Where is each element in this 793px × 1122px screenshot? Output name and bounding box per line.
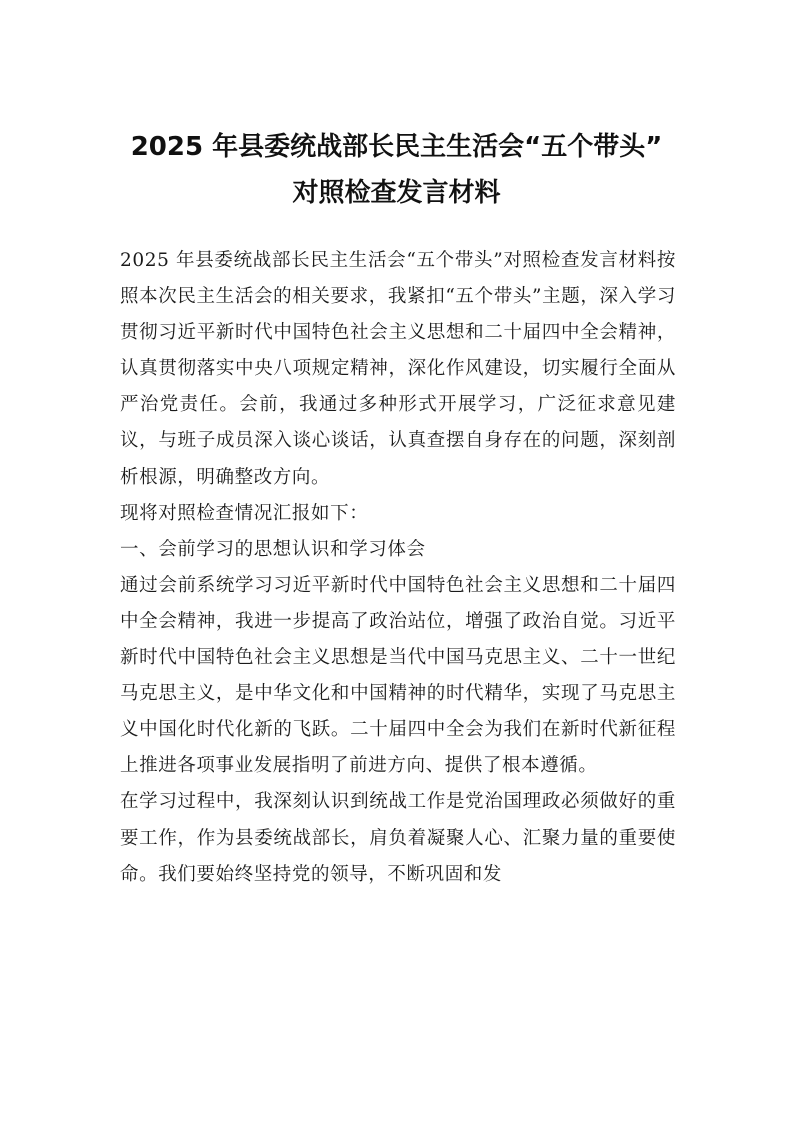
paragraph-intro: 2025 年县委统战部长民主生活会“五个带头”对照检查发言材料按照本次民主生活会的相关要求，我紧扣“五个带头”主题，深入学习贯彻习近平新时代中国特色社会主义思想和二十届四中全会精神，认真贯彻落实中央八项规定精神，深化作风建设，切实履行全面从严治党责任。会前，我通过多种形式开展学习，广泛征求意见建议，与班子成员深入谈心谈话，认真查摆自身存在的问题，深刻剖析根源，明确整改方向。 bbox=[120, 250, 676, 488]
paragraph-study-process: 在学习过程中，我深刻认识到统战工作是党治国理政必须做好的重要工作，作为县委统战部长，肩负着凝聚人心、汇聚力量的重要使命。我们要始终坚持党的领导，不断巩固和发 bbox=[120, 791, 676, 885]
document-body bbox=[120, 243, 676, 893]
document-title-line-1: 2025 年县委统战部长民主生活会“五个带头” bbox=[130, 132, 663, 162]
document-title-line-2: 对照检查发言材料 bbox=[292, 178, 501, 208]
section-heading-1: 一、会前学习的思想认识和学习体会 bbox=[120, 538, 426, 560]
paragraph-study-understanding: 通过会前系统学习习近平新时代中国特色社会主义思想和二十届四中全会精神，我进一步提高了政治站位，增强了政治自觉。习近平新时代中国特色社会主义思想是当代中国马克思主义、二十一世纪马克思主义，是中华文化和中国精神的时代精华，实现了马克思主义中国化时代化新的飞跃。二十届四中全会为我们在新时代新征程上推进各项事业发展指明了前进方向、提供了根本遵循。 bbox=[120, 574, 676, 777]
paragraph-report-lead: 现将对照检查情况汇报如下： bbox=[120, 502, 369, 524]
